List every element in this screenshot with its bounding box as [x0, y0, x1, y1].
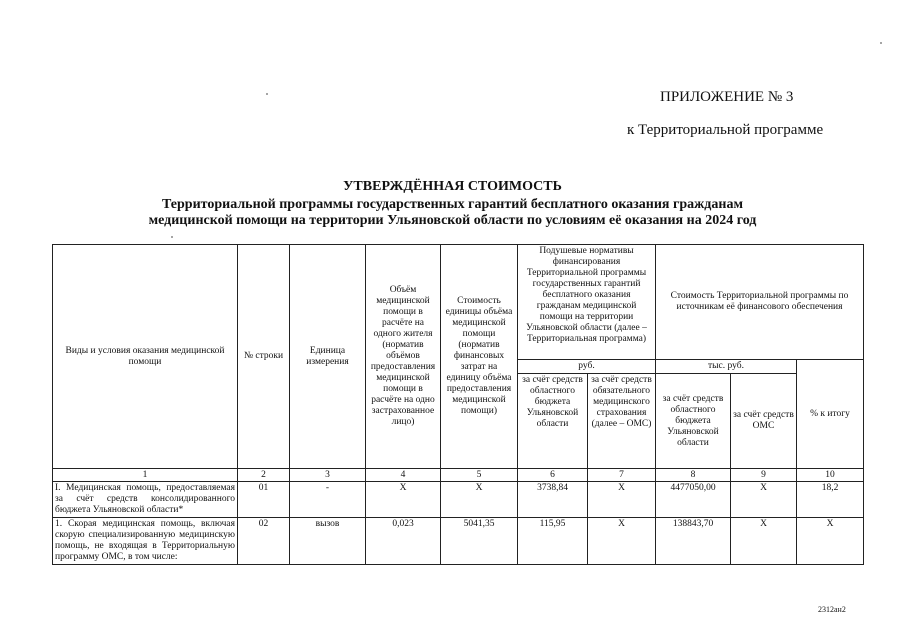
col-header-per-capita-oms: за счёт средств обязательного медицинского страхования (далее – ОМС) [588, 374, 656, 469]
col-header-per-capita-budget: за счёт средств областного бюджета Ульяновской области [518, 374, 588, 469]
document-subtitle-line1: Территориальной программы государственных гарантий бесплатного оказания гражданам [162, 197, 743, 212]
cost-table [52, 244, 864, 565]
col-header-line-number: № строки [238, 245, 290, 469]
row-percent: Х [797, 518, 864, 565]
column-number: 8 [656, 469, 731, 482]
column-number: 6 [518, 469, 588, 482]
col-header-total-oms: за счёт средств ОМС [731, 374, 797, 469]
row-per-capita-budget: 3738,84 [518, 482, 588, 518]
row-unit-cost: Х [441, 482, 518, 518]
column-number: 10 [797, 469, 864, 482]
column-number: 4 [366, 469, 441, 482]
document-subtitle-line2: медицинской помощи на территории Ульяновской области по условиям её оказания на 2024 год [148, 213, 757, 228]
row-percent: 18,2 [797, 482, 864, 518]
document-title: УТВЕРЖДЁННАЯ СТОИМОСТЬ [343, 179, 562, 194]
col-header-rub: руб. [518, 360, 656, 374]
col-header-unit: Единица измерения [290, 245, 366, 469]
appendix-title: ПРИЛОЖЕНИЕ № 3 [660, 89, 794, 105]
col-header-unit-cost: Стоимость единицы объёма медицинской помощи (норматив финансовых затрат на единицу объёма предоставления медицинской помощи) [441, 245, 518, 469]
row-unit: вызов [290, 518, 366, 565]
row-unit-cost: 5041,35 [441, 518, 518, 565]
table-header-row-1 [53, 245, 864, 360]
row-per-capita-oms: Х [588, 518, 656, 565]
table-row [53, 518, 864, 565]
scan-speck [266, 93, 268, 95]
col-header-program-cost-group: Стоимость Территориальной программы по источникам её финансового обеспечения [656, 245, 864, 360]
col-header-per-capita-group: Подушевые нормативы финансирования Территориальной программы государственных гарантий бесплатного оказания гражданам медицинской помощи на территории Ульяновской области (далее – Территориальная программа) [518, 245, 656, 360]
row-total-oms: Х [731, 518, 797, 565]
row-volume: 0,023 [366, 518, 441, 565]
scan-speck [880, 42, 882, 44]
appendix-subtitle: к Территориальной программе [627, 122, 824, 138]
col-header-percent: % к итогу [797, 360, 864, 469]
row-service-name: I. Медицинская помощь, предоставляемая за счёт средств консолидированного бюджета Ульяновской области* [53, 482, 238, 518]
row-unit: - [290, 482, 366, 518]
row-line-number: 01 [238, 482, 290, 518]
row-total-budget: 138843,70 [656, 518, 731, 565]
col-header-total-budget: за счёт средств областного бюджета Ульяновской области [656, 374, 731, 469]
row-total-oms: Х [731, 482, 797, 518]
col-header-services: Виды и условия оказания медицинской помощи [53, 245, 238, 469]
column-number: 1 [53, 469, 238, 482]
column-number: 9 [731, 469, 797, 482]
row-volume: Х [366, 482, 441, 518]
column-number-row [53, 469, 864, 482]
column-number: 2 [238, 469, 290, 482]
col-header-thousand-rub: тыс. руб. [656, 360, 797, 374]
table-row [53, 482, 864, 518]
row-service-name: 1. Скорая медицинская помощь, включая скорую специализированную медицинскую помощь, не входящая в Территориальную программу ОМС, в том числе: [53, 518, 238, 565]
row-per-capita-oms: Х [588, 482, 656, 518]
column-number: 3 [290, 469, 366, 482]
row-per-capita-budget: 115,95 [518, 518, 588, 565]
column-number: 7 [588, 469, 656, 482]
document-code: 2312ан2 [818, 605, 846, 614]
scan-speck [171, 236, 173, 238]
column-number: 5 [441, 469, 518, 482]
row-total-budget: 4477050,00 [656, 482, 731, 518]
row-line-number: 02 [238, 518, 290, 565]
col-header-volume: Объём медицинской помощи в расчёте на одного жителя (норматив объёмов предоставления медицинской помощи в расчёте на одно застрахованное лицо) [366, 245, 441, 469]
